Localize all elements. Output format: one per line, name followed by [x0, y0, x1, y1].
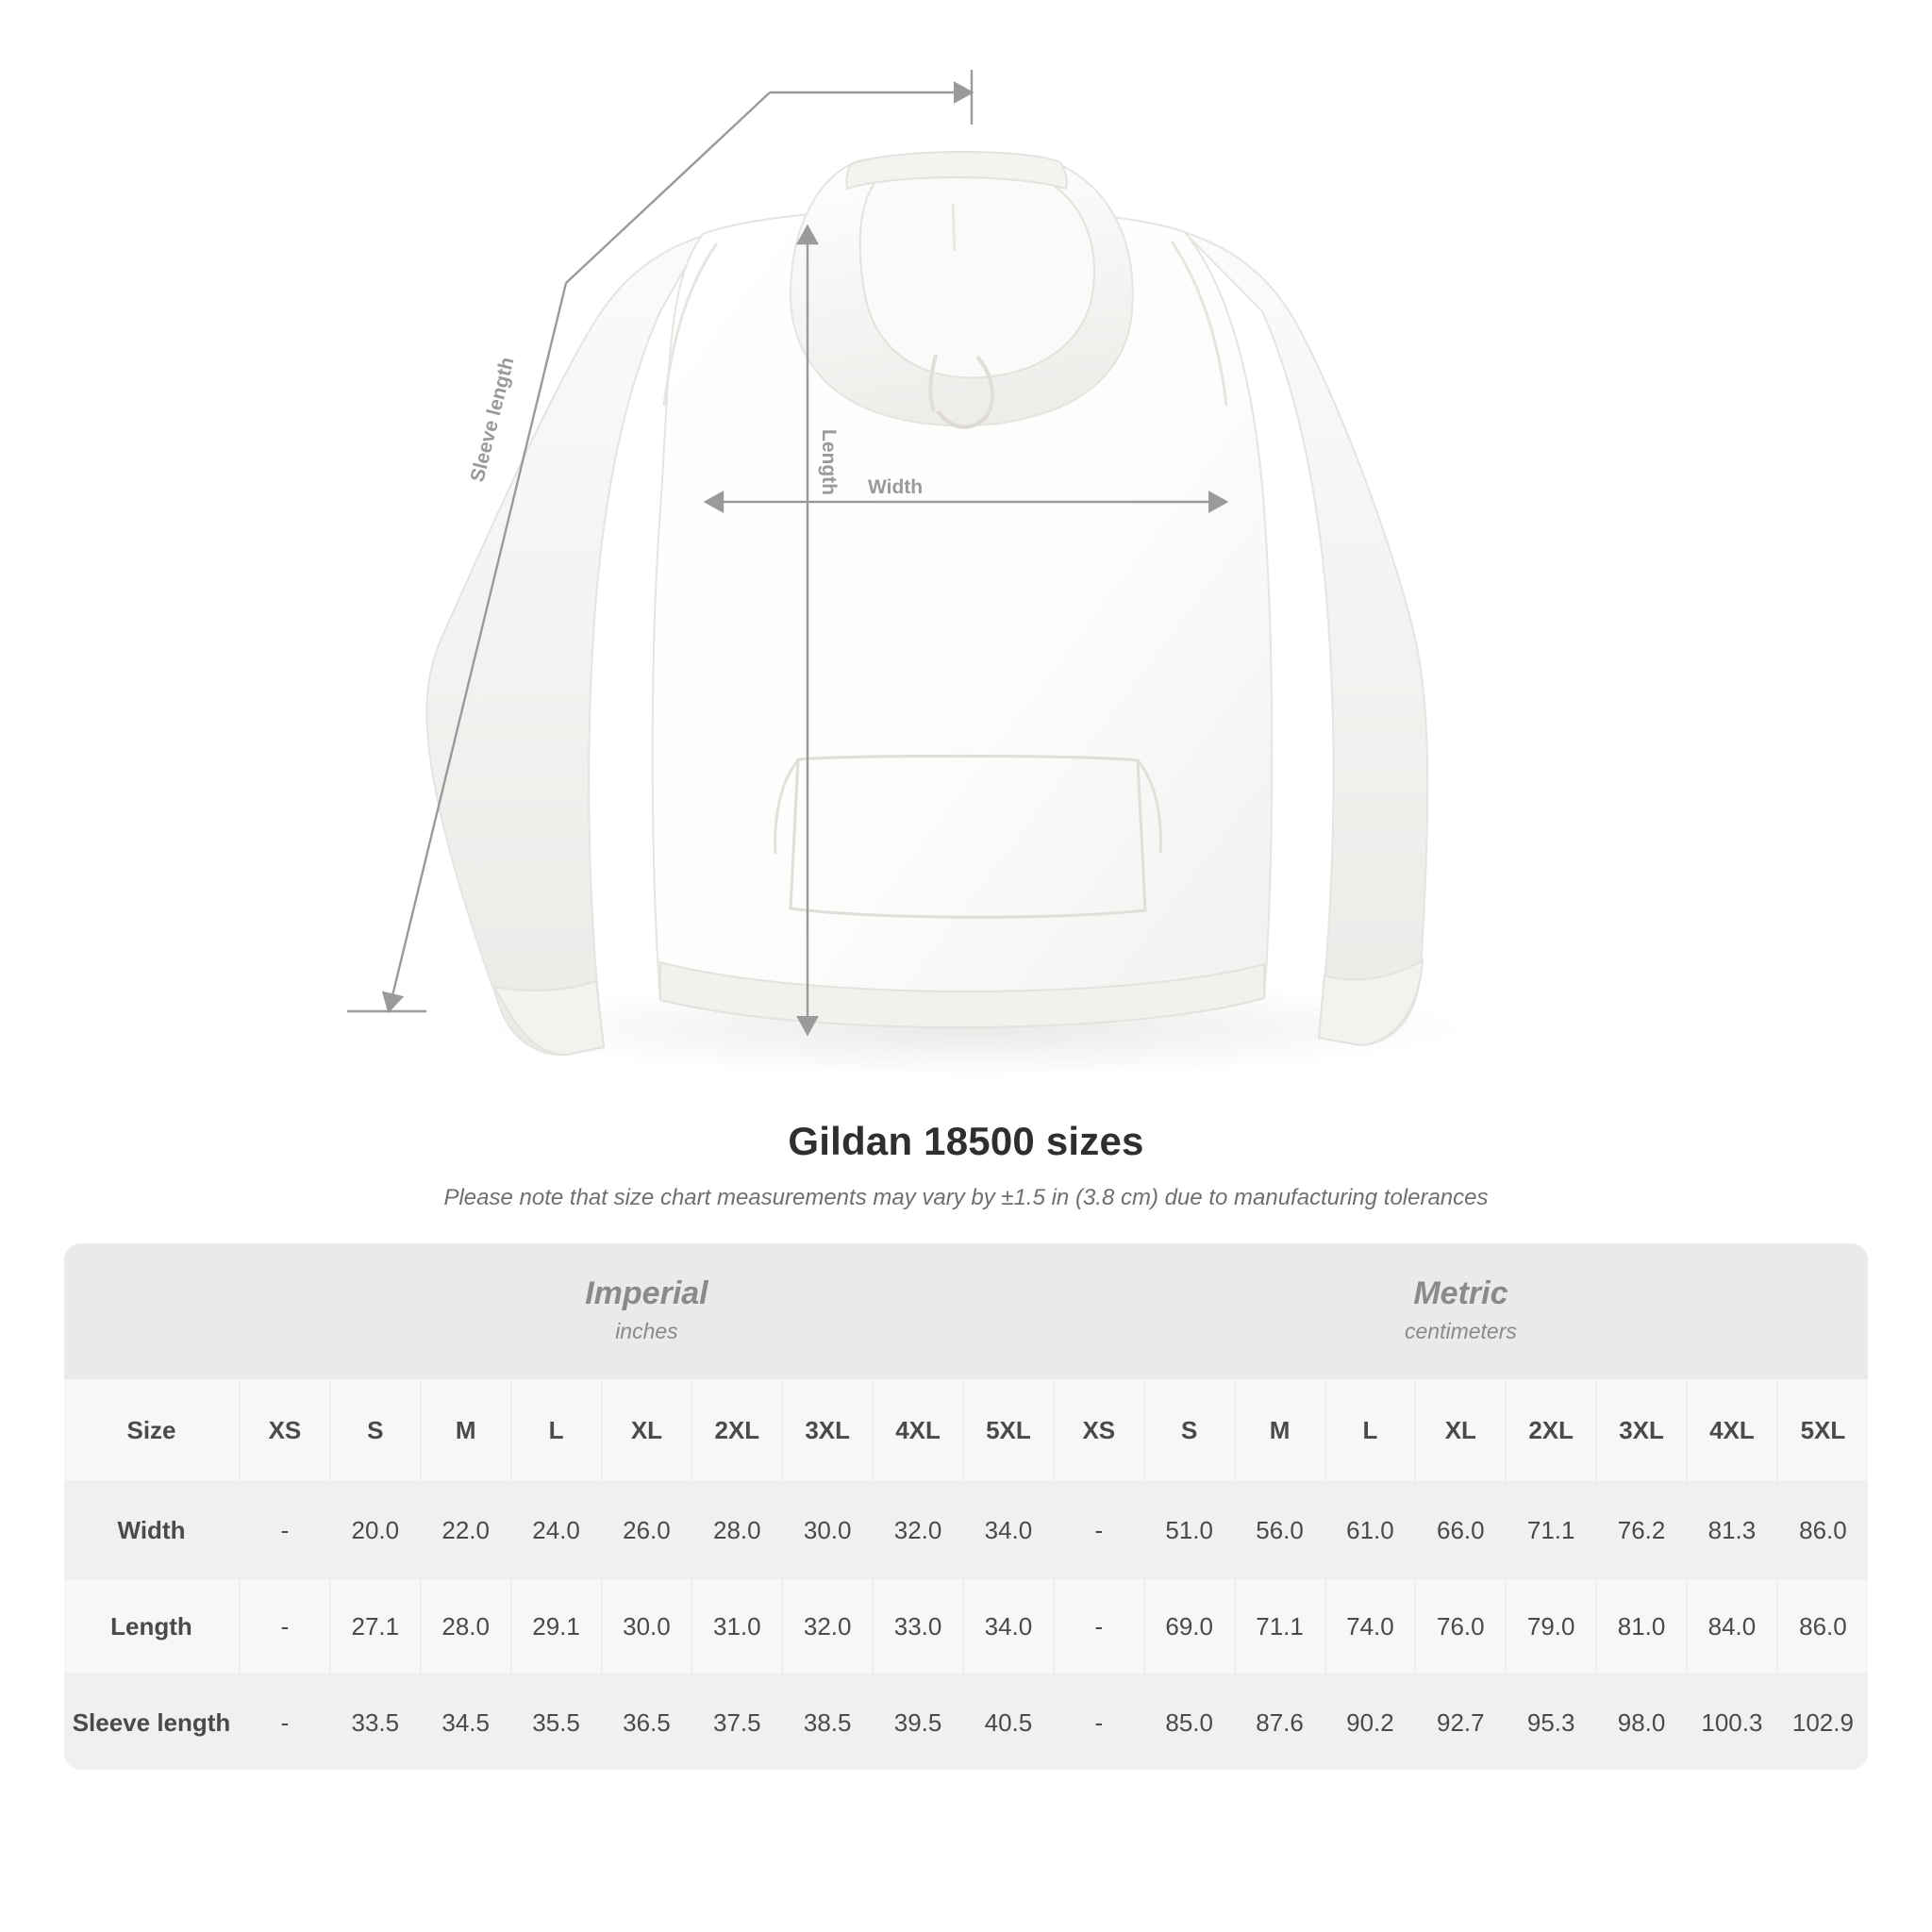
table-row	[64, 1674, 1868, 1770]
cell-length-met-2xl: 79.0	[1506, 1578, 1596, 1674]
cell-sleeve-imp-4xl: 39.5	[873, 1674, 963, 1770]
unit-group-imperial	[240, 1243, 1054, 1379]
cell-width-met-l: 61.0	[1325, 1482, 1416, 1578]
cell-length-met-xl: 76.0	[1415, 1578, 1506, 1674]
neck-label	[953, 204, 955, 251]
col-header-imp-xs: XS	[240, 1379, 330, 1482]
size-table	[64, 1243, 1868, 1770]
col-header-met-xl: XL	[1415, 1379, 1506, 1482]
cell-length-imp-xl: 30.0	[602, 1578, 692, 1674]
size-table-wrapper	[64, 1243, 1868, 1770]
cell-length-imp-5xl: 34.0	[963, 1578, 1054, 1674]
cell-sleeve-met-s: 85.0	[1144, 1674, 1235, 1770]
cell-sleeve-imp-5xl: 40.5	[963, 1674, 1054, 1770]
unit-imperial-sub: inches	[615, 1318, 678, 1343]
cell-sleeve-met-5xl: 102.9	[1777, 1674, 1868, 1770]
cell-length-met-3xl: 81.0	[1596, 1578, 1687, 1674]
col-header-imp-5xl: 5XL	[963, 1379, 1054, 1482]
col-header-met-m: M	[1235, 1379, 1325, 1482]
row-label-length: Length	[64, 1578, 240, 1674]
cell-width-met-2xl: 71.1	[1506, 1482, 1596, 1578]
col-header-met-3xl: 3XL	[1596, 1379, 1687, 1482]
cell-sleeve-met-m: 87.6	[1235, 1674, 1325, 1770]
cell-sleeve-met-xl: 92.7	[1415, 1674, 1506, 1770]
tolerance-note: Please note that size chart measurements may vary by ±1.5 in (3.8 cm) due to manufacturing tolerances	[443, 1185, 1489, 1210]
cell-sleeve-imp-m: 34.5	[421, 1674, 511, 1770]
col-header-met-5xl: 5XL	[1777, 1379, 1868, 1482]
cell-width-imp-5xl: 34.0	[963, 1482, 1054, 1578]
cell-sleeve-met-3xl: 98.0	[1596, 1674, 1687, 1770]
col-header-met-xs: XS	[1054, 1379, 1144, 1482]
cell-sleeve-met-l: 90.2	[1325, 1674, 1416, 1770]
table-row	[64, 1578, 1868, 1674]
hood-opening	[860, 169, 1094, 377]
cell-sleeve-met-xs: -	[1054, 1674, 1144, 1770]
cell-length-met-m: 71.1	[1235, 1578, 1325, 1674]
cell-length-imp-xs: -	[240, 1578, 330, 1674]
cell-width-met-5xl: 86.0	[1777, 1482, 1868, 1578]
width-label: Width	[868, 476, 924, 498]
size-header-label: Size	[64, 1379, 240, 1482]
cell-width-met-xs: -	[1054, 1482, 1144, 1578]
cell-width-met-3xl: 76.2	[1596, 1482, 1687, 1578]
cell-sleeve-imp-3xl: 38.5	[782, 1674, 873, 1770]
cell-length-met-5xl: 86.0	[1777, 1578, 1868, 1674]
cell-length-imp-3xl: 32.0	[782, 1578, 873, 1674]
cell-length-imp-m: 28.0	[421, 1578, 511, 1674]
page-title: Gildan 18500 sizes	[788, 1119, 1144, 1163]
cell-length-met-4xl: 84.0	[1687, 1578, 1777, 1674]
col-header-imp-l: L	[511, 1379, 602, 1482]
col-header-met-2xl: 2XL	[1506, 1379, 1596, 1482]
cell-length-imp-2xl: 31.0	[691, 1578, 782, 1674]
cell-length-imp-l: 29.1	[511, 1578, 602, 1674]
cell-width-imp-xs: -	[240, 1482, 330, 1578]
col-header-imp-xl: XL	[602, 1379, 692, 1482]
cell-width-imp-m: 22.0	[421, 1482, 511, 1578]
col-header-met-4xl: 4XL	[1687, 1379, 1777, 1482]
unit-imperial-name: Imperial	[585, 1275, 708, 1312]
size-header-row	[64, 1379, 1868, 1482]
cell-width-met-4xl: 81.3	[1687, 1482, 1777, 1578]
length-label: Length	[818, 429, 840, 495]
cell-sleeve-imp-s: 33.5	[330, 1674, 421, 1770]
cell-width-imp-3xl: 30.0	[782, 1482, 873, 1578]
table-row	[64, 1482, 1868, 1578]
unit-spacer	[64, 1243, 240, 1379]
row-label-sleeve-length: Sleeve length	[64, 1674, 240, 1770]
cell-length-imp-4xl: 33.0	[873, 1578, 963, 1674]
col-header-imp-2xl: 2XL	[691, 1379, 782, 1482]
col-header-met-s: S	[1144, 1379, 1235, 1482]
cell-width-imp-s: 20.0	[330, 1482, 421, 1578]
cell-width-imp-4xl: 32.0	[873, 1482, 963, 1578]
cell-length-met-xs: -	[1054, 1578, 1144, 1674]
cell-width-met-xl: 66.0	[1415, 1482, 1506, 1578]
col-header-met-l: L	[1325, 1379, 1416, 1482]
col-header-imp-s: S	[330, 1379, 421, 1482]
cell-width-met-m: 56.0	[1235, 1482, 1325, 1578]
cell-width-imp-l: 24.0	[511, 1482, 602, 1578]
unit-group-metric	[1054, 1243, 1868, 1379]
cell-sleeve-met-2xl: 95.3	[1506, 1674, 1596, 1770]
cell-length-met-l: 74.0	[1325, 1578, 1416, 1674]
cell-width-imp-xl: 26.0	[602, 1482, 692, 1578]
cell-length-met-s: 69.0	[1144, 1578, 1235, 1674]
cell-length-imp-s: 27.1	[330, 1578, 421, 1674]
cell-sleeve-imp-l: 35.5	[511, 1674, 602, 1770]
col-header-imp-m: M	[421, 1379, 511, 1482]
title-block	[0, 1119, 1932, 1211]
cell-sleeve-met-4xl: 100.3	[1687, 1674, 1777, 1770]
row-label-width: Width	[64, 1482, 240, 1578]
unit-header-row	[64, 1243, 1868, 1379]
col-header-imp-4xl: 4XL	[873, 1379, 963, 1482]
col-header-imp-3xl: 3XL	[782, 1379, 873, 1482]
cell-sleeve-imp-xs: -	[240, 1674, 330, 1770]
cell-width-met-s: 51.0	[1144, 1482, 1235, 1578]
unit-metric-name: Metric	[1413, 1275, 1508, 1312]
unit-metric-sub: centimeters	[1405, 1318, 1517, 1343]
cell-width-imp-2xl: 28.0	[691, 1482, 782, 1578]
cell-sleeve-imp-xl: 36.5	[602, 1674, 692, 1770]
sleeve-length-label: Sleeve length	[466, 355, 519, 485]
cell-sleeve-imp-2xl: 37.5	[691, 1674, 782, 1770]
